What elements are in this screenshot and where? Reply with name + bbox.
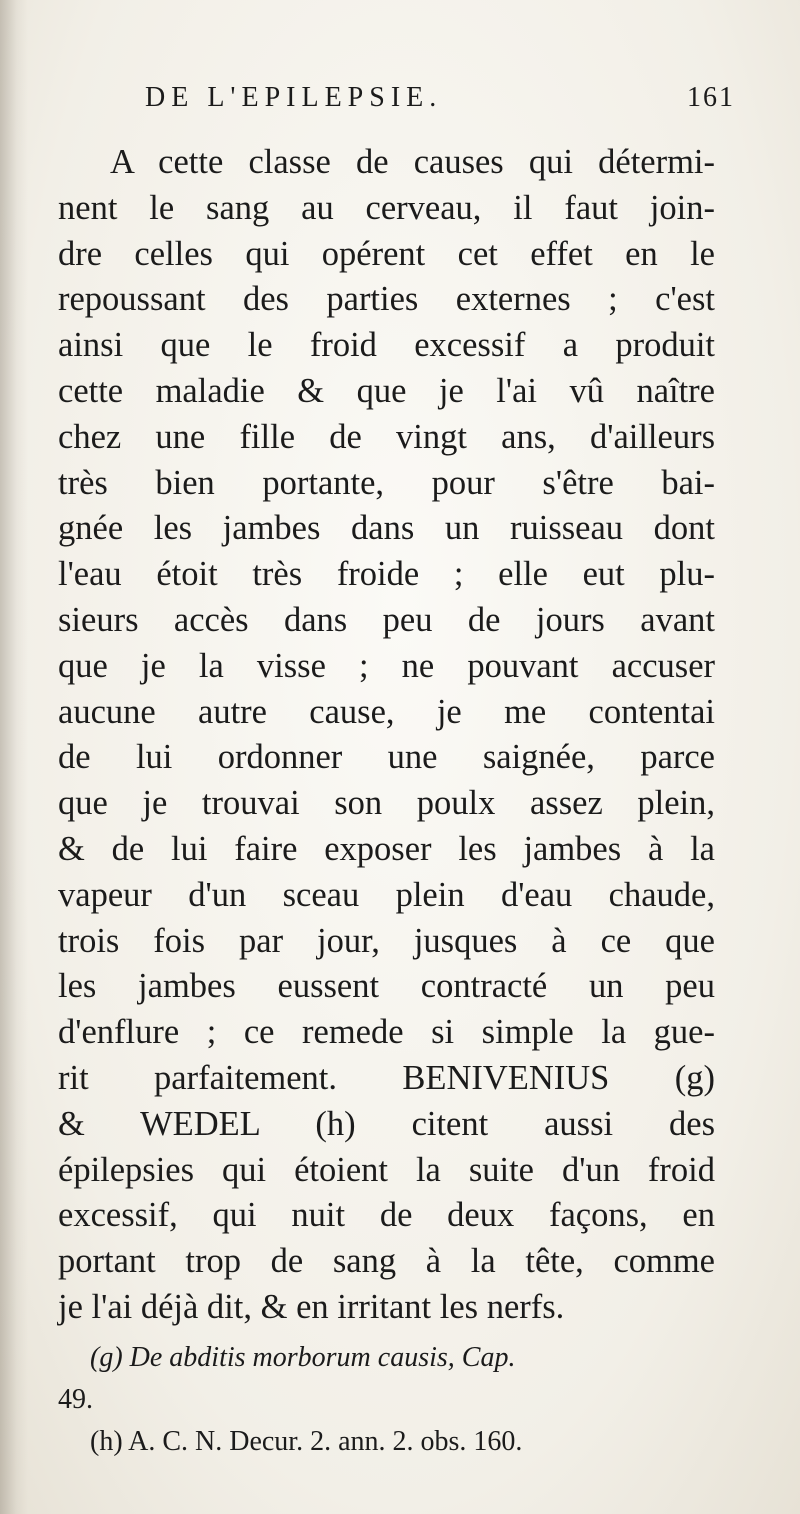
text-line: A cette classe de causes qui détermi- <box>110 143 715 181</box>
text-line: & de lui faire exposer les jambes à la <box>58 829 715 868</box>
text-line: d'enflure ; ce remede si simple la gue- <box>58 1013 715 1052</box>
text-line: portant trop de sang à la tête, comme <box>58 1242 715 1281</box>
page-header <box>145 76 735 120</box>
text-line: repoussant des parties externes ; c'est <box>58 280 715 319</box>
text-line: l'eau étoit très froide ; elle eut plu- <box>58 555 715 594</box>
text-line: nent le sang au cerveau, il faut join- <box>58 188 715 227</box>
text-line: vapeur d'un sceau plein d'eau chaude, <box>58 875 715 914</box>
footnotes <box>58 1337 715 1463</box>
footnote-g-continuation: 49. <box>58 1384 93 1415</box>
text-line: épilepsies qui étoient la suite d'un froid <box>58 1150 715 1189</box>
text-line: de lui ordonner une saignée, parce <box>58 738 715 777</box>
text-line: que je la visse ; ne pouvant accuser <box>58 646 715 685</box>
footnote-h: (h) A. C. N. Decur. 2. ann. 2. obs. 160. <box>90 1426 523 1457</box>
text-line: & WEDEL (h) citent aussi des <box>58 1104 715 1143</box>
body-text <box>58 140 715 1331</box>
footnote-g: (g) De abditis morborum causis, Cap. <box>90 1342 516 1373</box>
text-line: sieurs accès dans peu de jours avant <box>58 600 715 639</box>
text-line: ainsi que le froid excessif a produit <box>58 326 715 365</box>
text-line: je l'ai déjà dit, & en irritant les nerfs. <box>58 1287 565 1326</box>
text-line: que je trouvai son poulx assez plein, <box>58 784 715 823</box>
text-line: aucune autre cause, je me contentai <box>58 692 715 731</box>
text-line: gnée les jambes dans un ruisseau dont <box>58 509 715 548</box>
text-line: excessif, qui nuit de deux façons, en <box>58 1196 715 1235</box>
text-line: trois fois par jour, jusques à ce que <box>58 921 715 960</box>
text-line: chez une fille de vingt ans, d'ailleurs <box>58 417 715 456</box>
text-line: cette maladie & que je l'ai vû naître <box>58 371 715 410</box>
text-line: rit parfaitement. BENIVENIUS (g) <box>58 1058 715 1097</box>
running-head: DE L'EPILEPSIE. <box>145 82 443 113</box>
text-line: les jambes eussent contracté un peu <box>58 967 715 1006</box>
text-line: très bien portante, pour s'être bai- <box>58 463 715 502</box>
text-line: dre celles qui opérent cet effet en le <box>58 234 715 273</box>
page-gutter-shadow <box>0 0 28 1514</box>
page-number: 161 <box>687 82 735 113</box>
